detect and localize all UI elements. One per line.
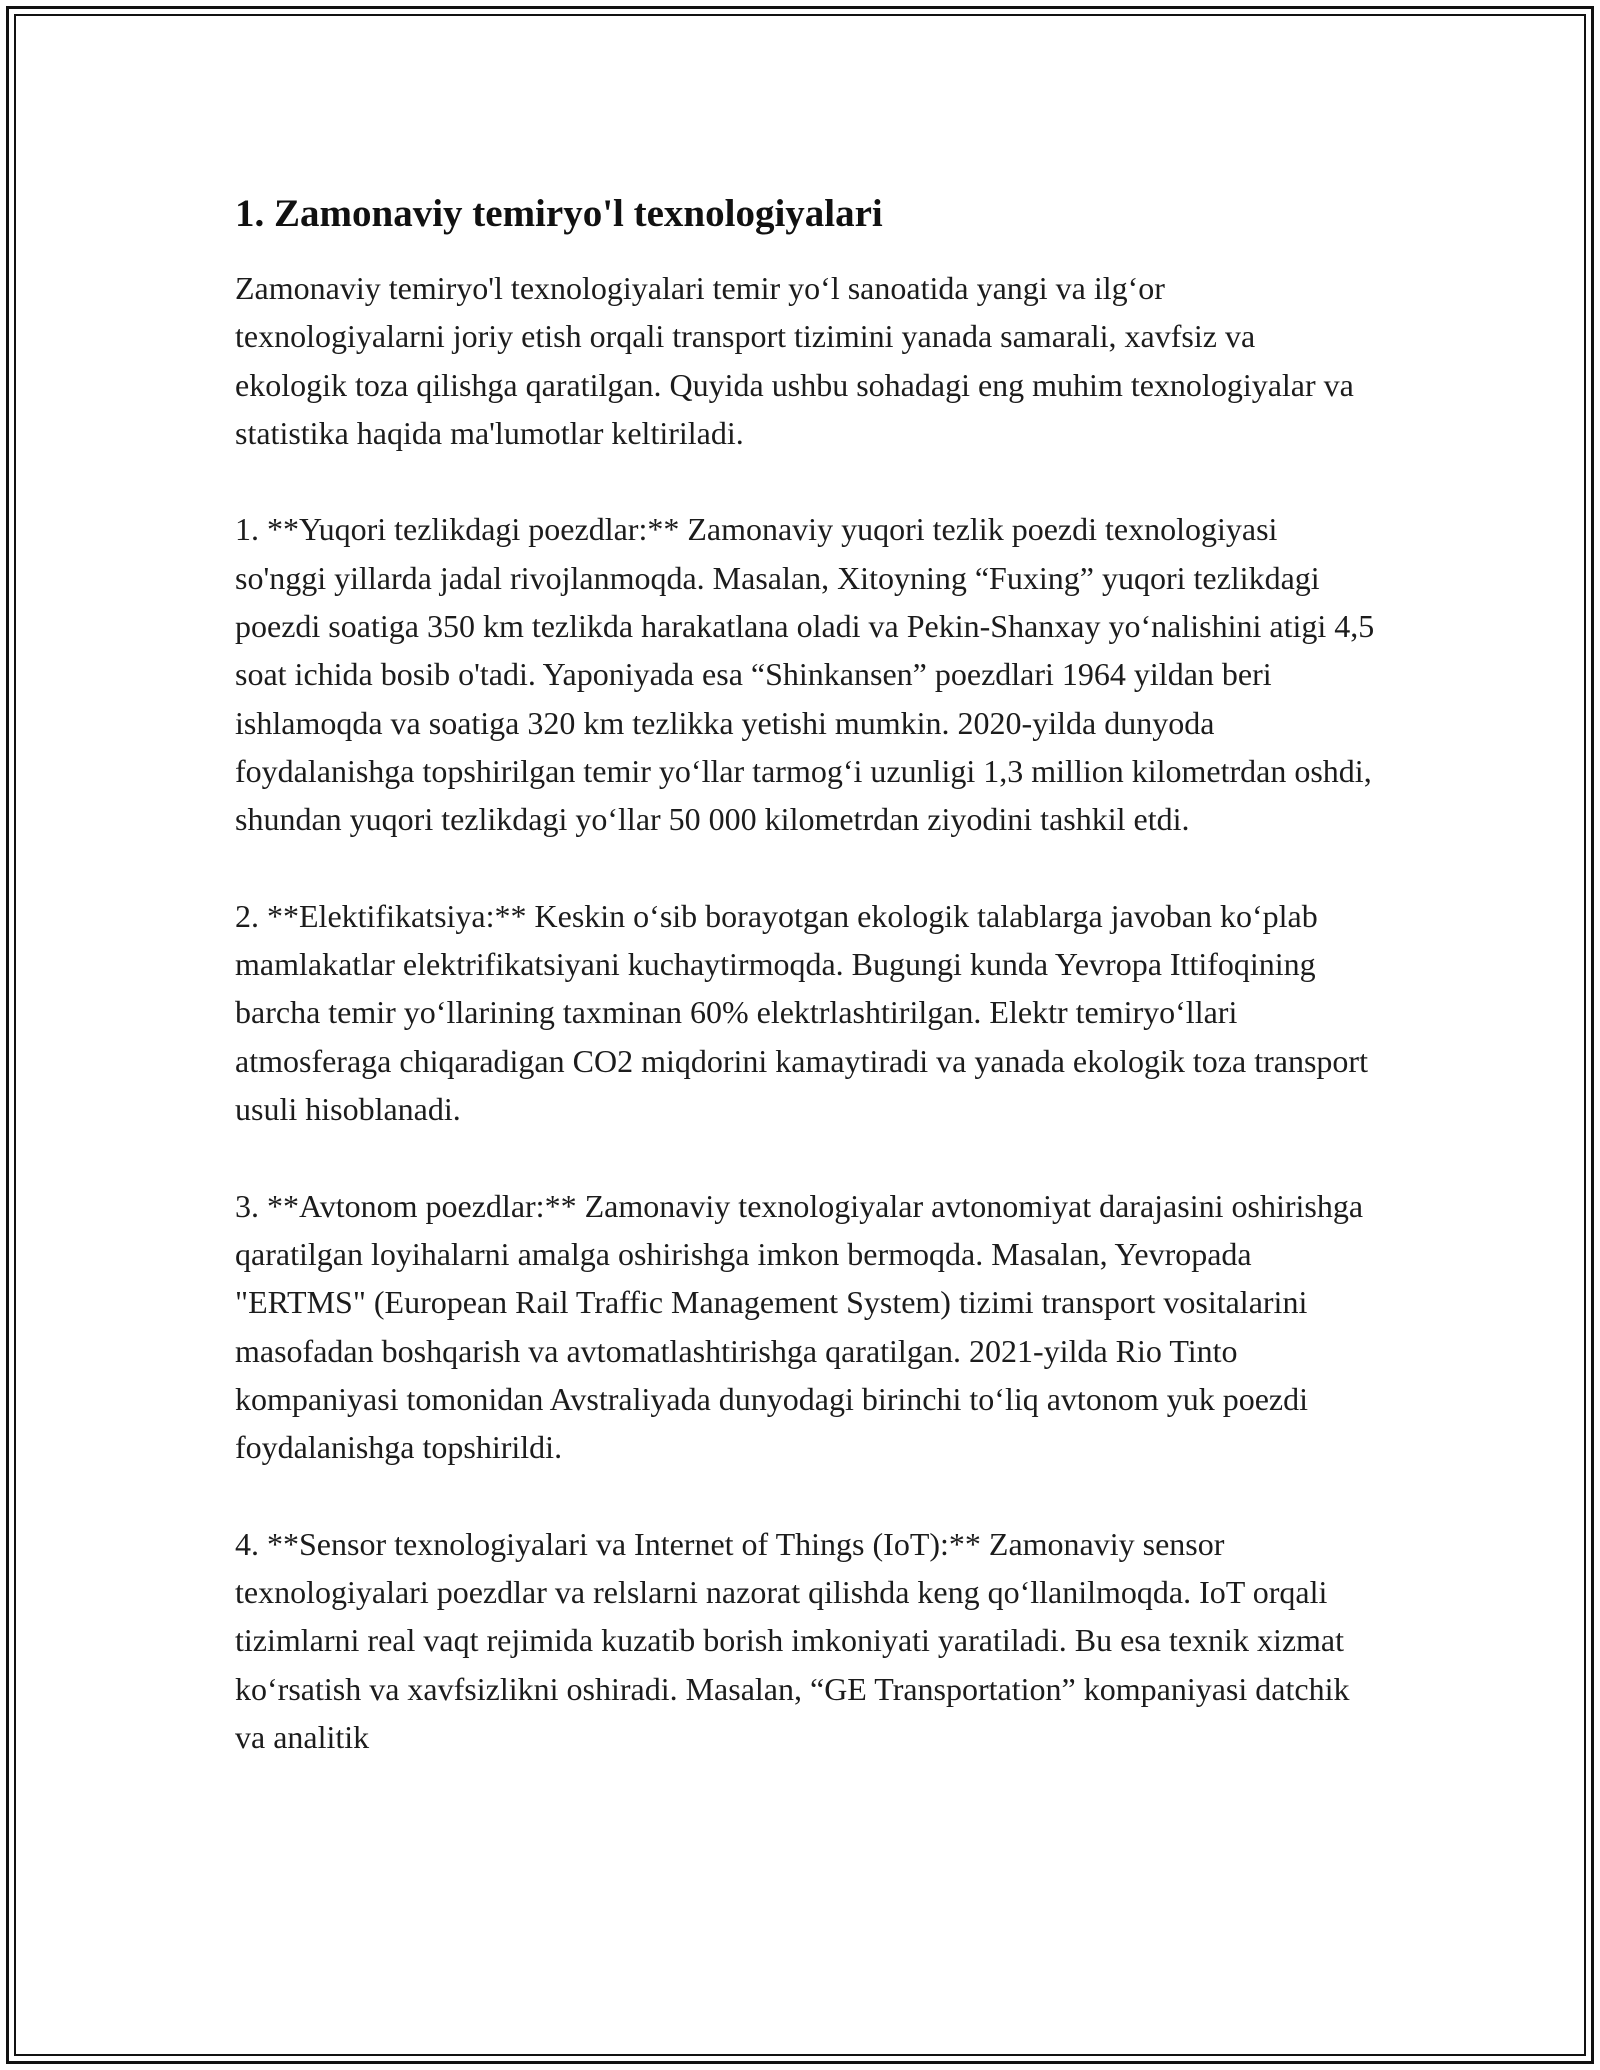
paragraph-autonomous-trains: 3. **Avtonom poezdlar:** Zamonaviy texnologiyalar avtonomiyat darajasini oshirishga qaratilgan loyihalarni amalga oshirishga imkon bermoqda. Masalan, Yevropada "ERTMS" (European Rail Traffic Management System) tizimi transport vositalarini masofadan boshqarish va avtomatlashtirishga qaratilgan. 2021-yilda Rio Tinto kompaniyasi tomonidan Avstraliyada dunyodagi birinchi to‘liq avtonom yuk poezdi foydalanishga topshirildi. — [235, 1187, 1364, 1466]
intro-paragraph: Zamonaviy temiryo'l texnologiyalari temir yo‘l sanoatida yangi va ilg‘or texnologiyalarni joriy etish orqali transport tizimini yanada samarali, xavfsiz va ekologik toza qilishga qaratilgan. Quyida ushbu sohadagi eng muhim texnologiyalar va statistika haqida ma'lumotlar keltiriladi. — [235, 270, 1354, 451]
document-body — [235, 185, 1375, 1761]
paragraph-sensor-iot: 4. **Sensor texnologiyalari va Internet of Things (IoT):** Zamonaviy sensor texnologiyalari poezdlar va relslarni nazorat qilishda keng qo‘llanilmoqda. IoT orqali tizimlarni real vaqt rejimida kuzatib borish imkoniyati yaratiladi. Bu esa texnik xizmat ko‘rsatish va xavfsizlikni oshiradi. Masalan, “GE Transportation” kompaniyasi datchik va analitik — [235, 1525, 1350, 1755]
paragraph-electrification: 2. **Elektifikatsiya:** Keskin o‘sib borayotgan ekologik talablarga javoban ko‘plab mamlakatlar elektrifikatsiyani kuchaytirmoqda. Bugungi kunda Yevropa Ittifoqining barcha temir yo‘llarining taxminan 60% elektrlashtirilgan. Elektr temiryo‘llari atmosferaga chiqaradigan CO2 miqdorini kamaytiradi va yanada ekologik toza transport usuli hisoblanadi. — [235, 897, 1368, 1128]
document-title: 1. Zamonaviy temiryo'l texnologiyalari — [235, 192, 883, 235]
paragraph-high-speed-trains: 1. **Yuqori tezlikdagi poezdlar:** Zamonaviy yuqori tezlik poezdi texnologiyasi so'nggi yillarda jadal rivojlanmoqda. Masalan, Xitoyning “Fuxing” yuqori tezlikdagi poezdi soatiga 350 km tezlikda harakatlana oladi va Pekin-Shanxay yo‘nalishini atigi 4,5 soat ichida bosib o'tadi. Yaponiyada esa “Shinkansen” poezdlari 1964 yildan beri ishlamoqda va soatiga 320 km tezlikka yetishi mumkin. 2020-yilda dunyoda foydalanishga topshirilgan temir yo‘llar tarmog‘i uzunligi 1,3 million kilometrdan oshdi, shundan yuqori tezlikdagi yo‘llar 50 000 kilometrdan ziyodini tashkil etdi. — [235, 511, 1375, 838]
